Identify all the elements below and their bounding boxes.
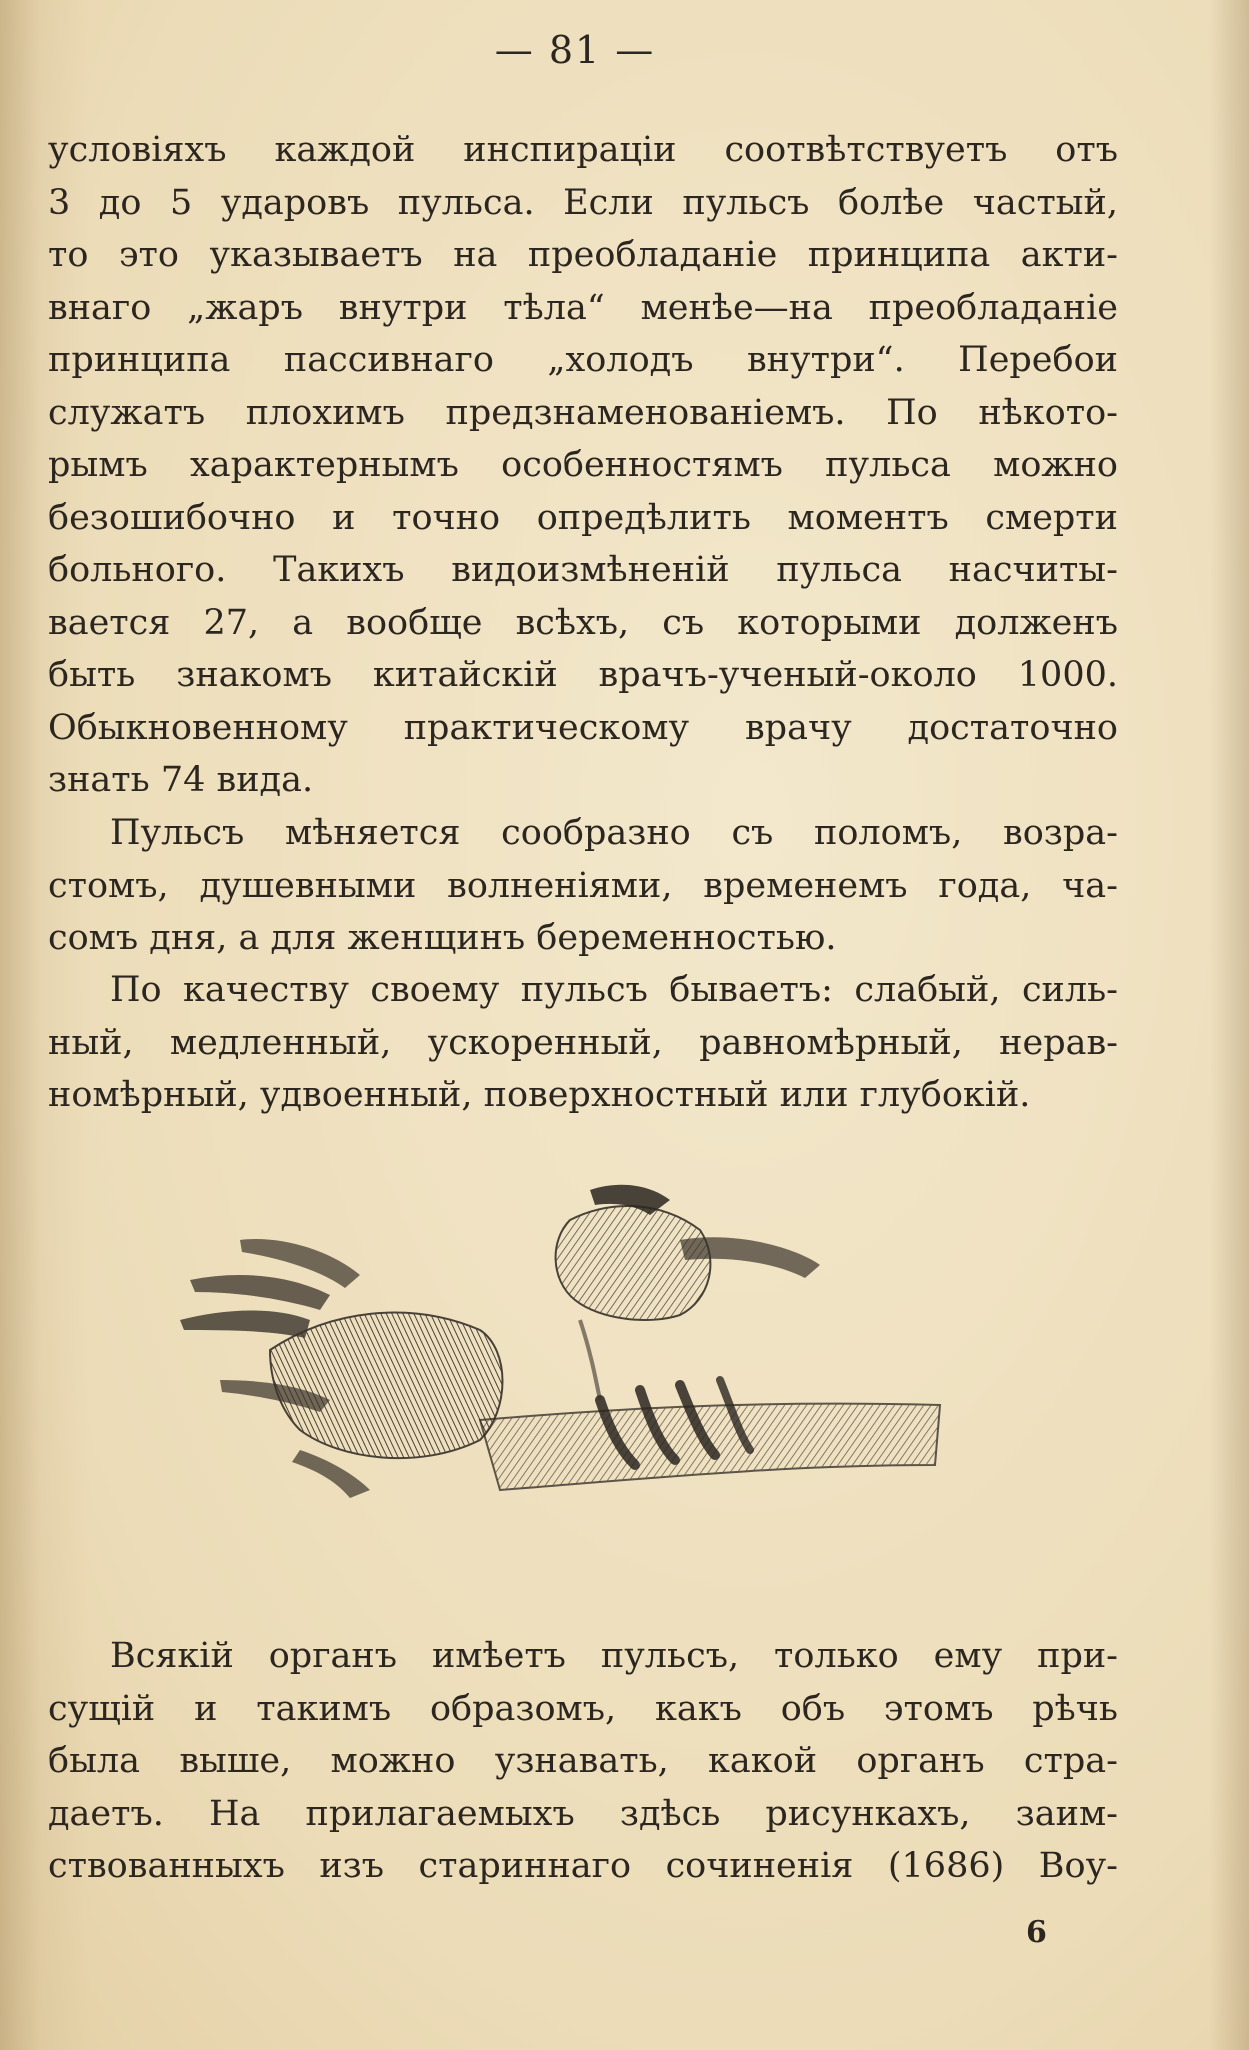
text-line: стомъ, душевными волненіями, временемъ года, ча- [48,865,1118,906]
pulse-taking-hand-illustration [180,1180,960,1560]
text-line: безошибочно и точно опредѣлить моментъ смерти [48,497,1118,538]
printer-signature-mark: 6 [1026,1915,1047,1950]
text-line: ный, медленный, ускоренный, равномѣрный, нерав- [48,1022,1118,1063]
text-line: рымъ характернымъ особенностямъ пульса можно [48,445,1118,485]
text-line: была выше, можно узнавать, какой органъ стра- [48,1741,1118,1781]
text-line: условіяхъ каждой инспираціи соотвѣтствуетъ отъ [48,130,1118,170]
text-line: ствованныхъ изъ стариннаго сочиненія (1686) Воу- [48,1846,1118,1886]
text-line: Обыкновенному практическому врачу достаточно [48,707,1118,748]
text-line: По качеству своему пульсъ бываетъ: слабый, силь- [110,970,1118,1010]
page-number: — 81 — [494,28,656,72]
text-line: номѣрный, удвоенный, поверхностный или глубокій. [48,1075,1031,1115]
text-line: сомъ дня, а для женщинъ беременностью. [48,918,837,958]
text-line: внаго „жаръ внутри тѣла“ менѣе—на преобладаніе [48,287,1118,328]
text-line: 3 до 5 ударовъ пульса. Если пульсъ болѣе частый, [48,182,1118,223]
paragraph-organ-pulse [48,1630,1118,1893]
text-line: знать 74 вида. [48,760,314,800]
paragraph-pulse-changes [48,807,1118,965]
text-line: Всякій органъ имѣетъ пульсъ, только ему при- [110,1636,1118,1676]
text-line: вается 27, а вообще всѣхъ, съ которыми долженъ [48,602,1118,643]
text-line: служатъ плохимъ предзнаменованіемъ. По нѣкото- [48,392,1118,433]
text-line: даетъ. На прилагаемыхъ здѣсь рисункахъ, заим- [48,1793,1118,1834]
text-line: Пульсъ мѣняется сообразно съ поломъ, возра- [110,813,1118,853]
text-line: то это указываетъ на преобладаніе принципа акти- [48,235,1118,275]
text-line: сущій и такимъ образомъ, какъ объ этомъ рѣчь [48,1688,1118,1729]
text-line: быть знакомъ китайскій врачъ-ученый-около 1000. [48,655,1118,695]
paragraph-pulse-rate [48,124,1118,807]
paragraph-pulse-quality [48,964,1118,1122]
text-line: принципа пассивнаго „холодъ внутри“. Перебои [48,340,1118,380]
text-line: больного. Такихъ видоизмѣненій пульса насчиты- [48,550,1118,590]
